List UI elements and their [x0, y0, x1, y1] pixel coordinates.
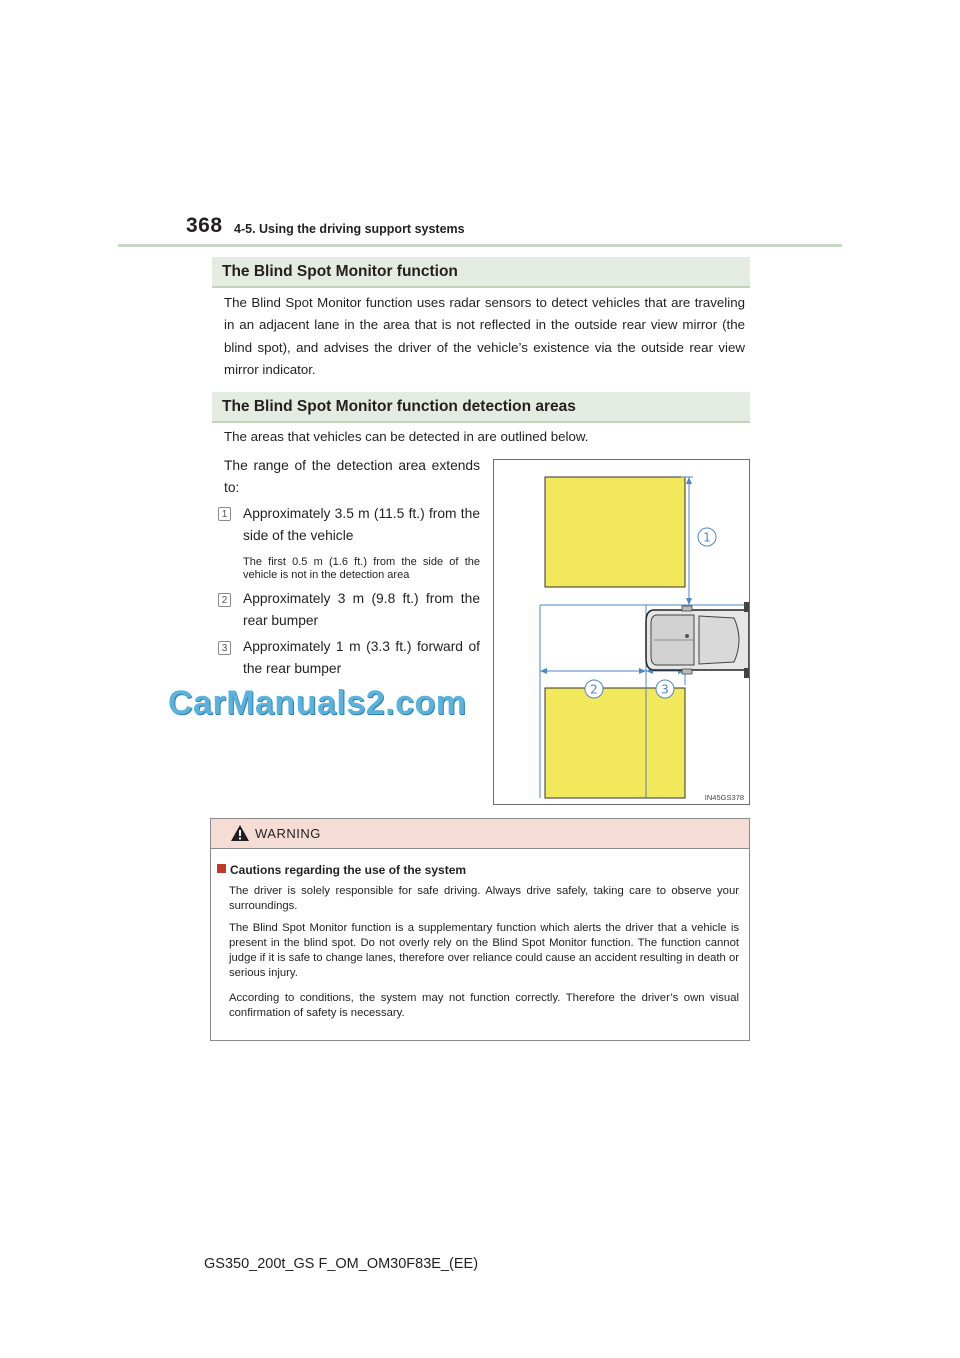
item-note-1: The first 0.5 m (1.6 ft.) from the side of the vehicle is not in the detection area — [243, 556, 480, 581]
item-text-2: Approximately 3 m (9.8 ft.) from the rear bumper — [243, 591, 480, 628]
car-top-view — [646, 602, 749, 678]
item-text-1: Approximately 3.5 m (11.5 ft.) from the side of the vehicle — [243, 506, 480, 543]
warning-paragraph-2: The Blind Spot Monitor function is a supplementary function which alerts the driver that a vehicle is present in the blind spot. Do not overly rely on the Blind Spot Monitor function. The function cannot judge if it is safe to change lanes, therefore over reliance could cause an accident resulting in death or serious injury. — [229, 922, 739, 979]
section-path: 4-5. Using the driving support systems — [234, 222, 465, 236]
callout-3 — [656, 680, 674, 698]
warning-bullet-icon — [217, 864, 226, 873]
detection-area-svg — [494, 460, 749, 804]
section-heading-detection-areas-text: The Blind Spot Monitor function detection areas — [222, 398, 576, 415]
detection-zone-upper — [545, 477, 685, 587]
warning-header — [211, 819, 749, 849]
header-rule — [118, 244, 842, 247]
warning-paragraph-3: According to conditions, the system may not function correctly. Therefore the driver’s own visual confirmation of safety is necessary. — [229, 992, 739, 1019]
page-number: 368 — [186, 214, 223, 237]
dimension-arrow-1-bottom — [686, 598, 692, 605]
item-badge-1: 1 — [218, 507, 231, 521]
warning-box — [210, 818, 750, 1041]
item-badge-2: 2 — [218, 593, 231, 607]
section-heading-function — [212, 257, 750, 288]
callout-2 — [585, 680, 603, 698]
detection-zone-lower — [545, 688, 685, 798]
callout-1 — [698, 528, 716, 546]
watermark: CarManuals2.com — [168, 684, 467, 722]
range-label-text: The range of the detection area extends to: — [224, 458, 480, 495]
dimension-arrow-1-top — [686, 477, 692, 484]
warning-triangle-icon — [230, 824, 250, 842]
warning-title: Cautions regarding the use of the system — [230, 863, 467, 877]
detection-areas-intro: The areas that vehicles can be detected in are outlined below. — [224, 429, 589, 444]
section-heading-function-text: The Blind Spot Monitor function — [222, 263, 458, 280]
svg-text:2: 2 — [590, 682, 598, 697]
warning-label: WARNING — [255, 826, 321, 841]
document-footer: GS350_200t_GS F_OM_OM30F83E_(EE) — [204, 1256, 479, 1272]
diagram-code: IN45GS378 — [704, 793, 744, 802]
range-label — [224, 455, 480, 495]
item-badge-3: 3 — [218, 641, 231, 655]
svg-text:1: 1 — [703, 530, 711, 545]
section-heading-detection-areas — [212, 392, 750, 423]
svg-text:3: 3 — [661, 682, 669, 697]
item-text-3: Approximately 1 m (3.3 ft.) forward of the rear bumper — [243, 639, 480, 676]
detection-area-diagram — [493, 459, 750, 805]
section-function-body: The Blind Spot Monitor function uses radar sensors to detect vehicles that are traveling in an adjacent lane in the area that is not reflected in the outside rear view mirror (the blind spot), and advises the driver of the vehicle’s existence via the outside rear view mirror indicator. — [224, 295, 745, 377]
warning-paragraph-1: The driver is solely responsible for safe driving. Always drive safely, taking care to observe your surroundings. — [229, 885, 739, 912]
